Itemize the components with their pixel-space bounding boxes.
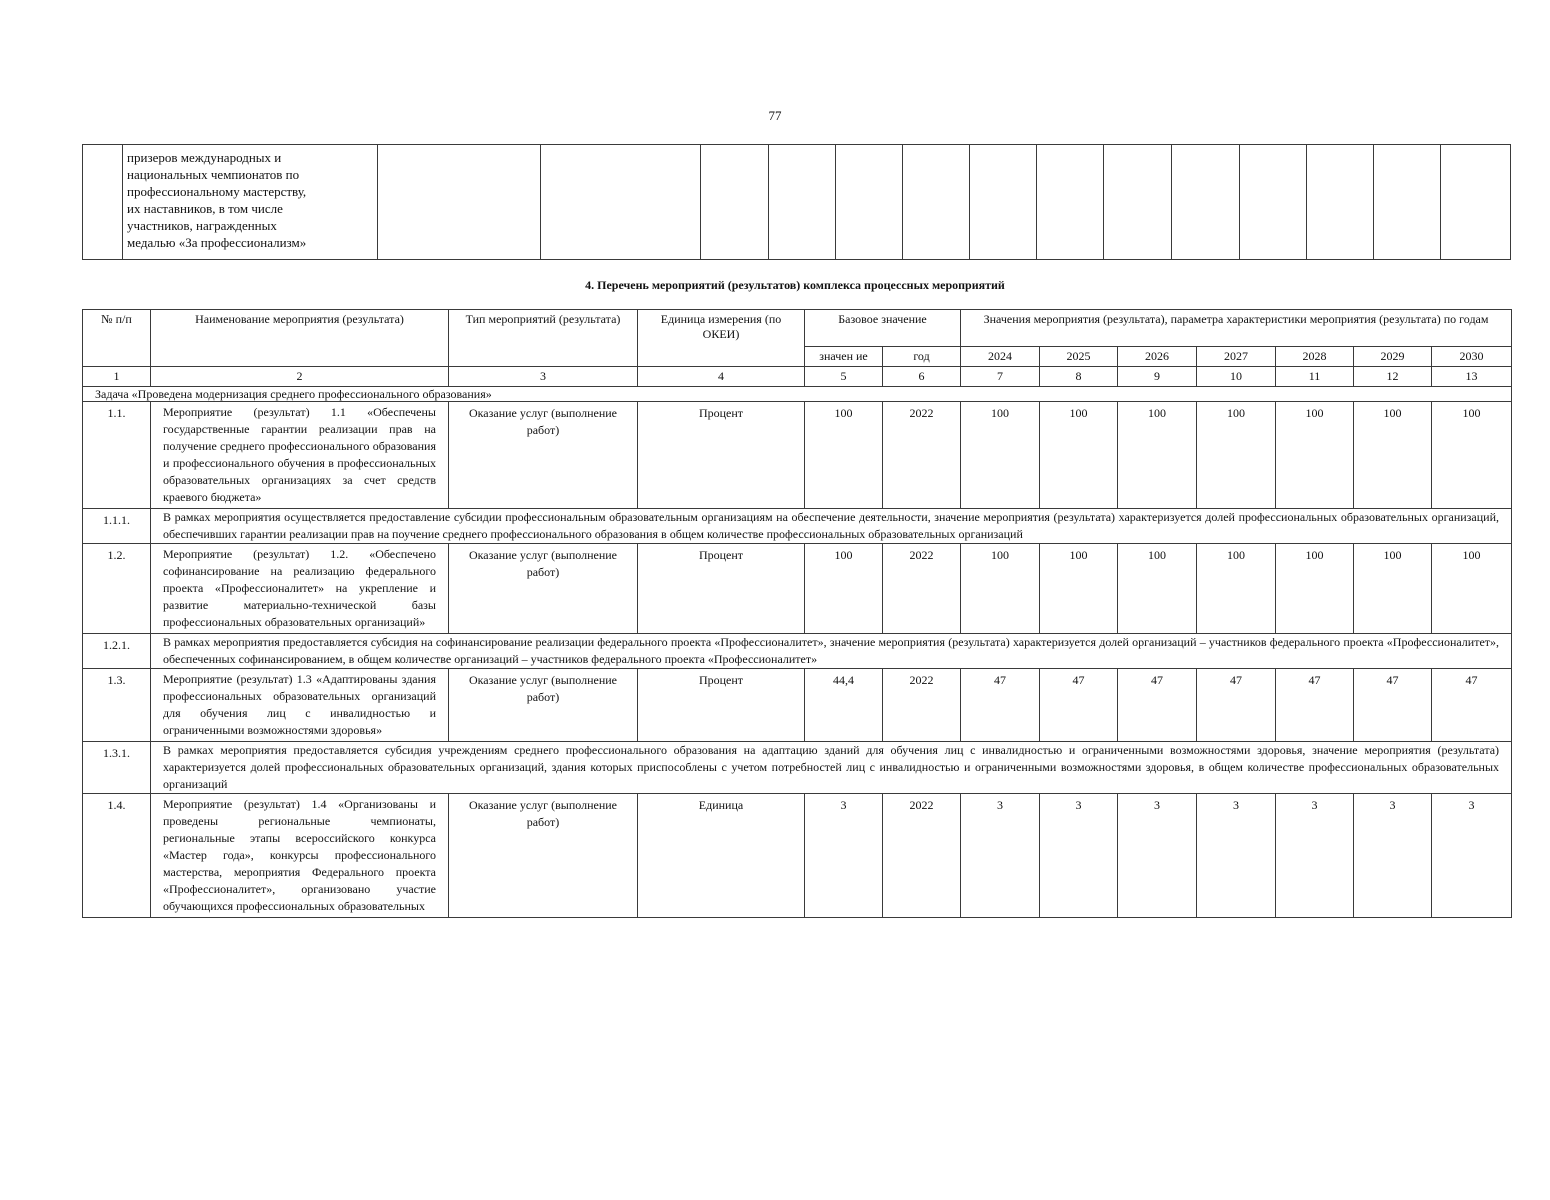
table-row (83, 544, 1512, 634)
measure-type: Оказание услуг (выполнение работ) (449, 544, 638, 634)
continuation-line: призеров международных и (127, 150, 282, 165)
row-number: 1.1.1. (83, 509, 151, 544)
year-value: 100 (1276, 402, 1354, 509)
header-values: Значения мероприятия (результата), параметра характеристики мероприятия (результата) по годам (961, 310, 1512, 347)
column-number: 11 (1276, 367, 1354, 387)
header-type: Тип мероприятий (результата) (449, 310, 638, 367)
continuation-line: медалью «За профессионализм» (127, 235, 307, 250)
year-value: 47 (1040, 669, 1118, 742)
base-value: 44,4 (805, 669, 883, 742)
cont-cell (83, 145, 123, 260)
cont-cell (378, 145, 540, 260)
row-number: 1.2. (83, 544, 151, 634)
cont-name-cell (123, 145, 378, 260)
year-value: 100 (961, 544, 1040, 634)
table-row (83, 669, 1512, 742)
year-value: 100 (1354, 402, 1432, 509)
measure-unit: Процент (638, 669, 805, 742)
header-base-year: год (883, 347, 961, 367)
year-value: 100 (961, 402, 1040, 509)
year-value: 3 (1197, 794, 1276, 918)
continuation-line: профессиональному мастерству, (127, 184, 307, 199)
year-value: 47 (1354, 669, 1432, 742)
measure-unit: Процент (638, 544, 805, 634)
header-num: № п/п (83, 310, 151, 367)
cont-cell (768, 145, 835, 260)
measure-name: Мероприятие (результат) 1.4 «Организованы и проведены региональные чемпионаты, региональные этапы всероссийского конкурса «Мастер года», конкурсы профессионального мастерства, мероприятия Федерального проекта «Профессионалитет», организовано участие обучающихся профессиональных образовательных (151, 794, 449, 918)
base-year: 2022 (883, 544, 961, 634)
cont-cell (970, 145, 1037, 260)
year-value: 100 (1197, 402, 1276, 509)
year-value: 100 (1040, 544, 1118, 634)
column-number: 6 (883, 367, 961, 387)
row-number: 1.2.1. (83, 634, 151, 669)
measure-unit: Единица (638, 794, 805, 918)
row-number: 1.3.1. (83, 742, 151, 794)
measure-name: Мероприятие (результат) 1.2. «Обеспечено софинансирование на реализацию федерального проекта «Профессионалитет» на укрепление и развитие материально-технической базы профессиональных образовательных организаций» (151, 544, 449, 634)
year-value: 100 (1197, 544, 1276, 634)
cont-cell (1104, 145, 1172, 260)
column-number: 1 (83, 367, 151, 387)
base-value: 100 (805, 402, 883, 509)
cont-cell (1373, 145, 1440, 260)
continuation-line: их наставников, в том числе (127, 201, 283, 216)
header-year: 2025 (1040, 347, 1118, 367)
header-base-value: значен ие (805, 347, 883, 367)
cont-cell (903, 145, 970, 260)
description-row (83, 742, 1512, 794)
year-value: 3 (1118, 794, 1197, 918)
measure-type: Оказание услуг (выполнение работ) (449, 669, 638, 742)
description-row (83, 634, 1512, 669)
continuation-line: участников, награжденных (127, 218, 277, 233)
header-year: 2029 (1354, 347, 1432, 367)
cont-cell (700, 145, 768, 260)
task-row (83, 387, 1512, 402)
column-number: 8 (1040, 367, 1118, 387)
cont-cell (1239, 145, 1306, 260)
measures-table (82, 309, 1512, 918)
year-value: 100 (1040, 402, 1118, 509)
measure-type: Оказание услуг (выполнение работ) (449, 402, 638, 509)
header-year: 2030 (1432, 347, 1512, 367)
year-value: 100 (1118, 402, 1197, 509)
page-number: 77 (768, 108, 782, 123)
column-number: 5 (805, 367, 883, 387)
column-number: 12 (1354, 367, 1432, 387)
year-value: 100 (1354, 544, 1432, 634)
cont-cell (540, 145, 700, 260)
header-name: Наименование мероприятия (результата) (151, 310, 449, 367)
year-value: 47 (1432, 669, 1512, 742)
year-value: 47 (961, 669, 1040, 742)
continuation-text (123, 145, 377, 251)
header-base: Базовое значение (805, 310, 961, 347)
year-value: 3 (1432, 794, 1512, 918)
row-number: 1.1. (83, 402, 151, 509)
continuation-line: национальных чемпионатов по (127, 167, 300, 182)
year-value: 3 (1354, 794, 1432, 918)
year-value: 3 (961, 794, 1040, 918)
measure-name: Мероприятие (результат) 1.1 «Обеспечены государственные гарантии реализации прав на получение среднего профессионального образования и профессионального обучения в профессиональных образовательных организациях за счет средств краевого бюджета» (151, 402, 449, 509)
column-number: 9 (1118, 367, 1197, 387)
base-year: 2022 (883, 669, 961, 742)
cont-cell (1306, 145, 1373, 260)
base-value: 3 (805, 794, 883, 918)
measure-unit: Процент (638, 402, 805, 509)
header-year: 2026 (1118, 347, 1197, 367)
cont-cell (1440, 145, 1510, 260)
cont-cell (1172, 145, 1239, 260)
measure-type: Оказание услуг (выполнение работ) (449, 794, 638, 918)
column-number: 13 (1432, 367, 1512, 387)
cont-cell (1037, 145, 1104, 260)
column-number: 3 (449, 367, 638, 387)
column-number: 7 (961, 367, 1040, 387)
cont-cell (836, 145, 903, 260)
header-year: 2024 (961, 347, 1040, 367)
header-year: 2028 (1276, 347, 1354, 367)
base-year: 2022 (883, 794, 961, 918)
section-title: 4. Перечень мероприятий (результатов) комплекса процессных мероприятий (585, 278, 1005, 292)
year-value: 47 (1197, 669, 1276, 742)
column-number: 4 (638, 367, 805, 387)
measure-name: Мероприятие (результат) 1.3 «Адаптированы здания профессиональных образовательных организаций для обучения лиц с инвалидностью и ограниченными возможностями здоровья» (151, 669, 449, 742)
year-value: 100 (1432, 402, 1512, 509)
year-value: 3 (1276, 794, 1354, 918)
year-value: 47 (1276, 669, 1354, 742)
year-value: 100 (1432, 544, 1512, 634)
base-value: 100 (805, 544, 883, 634)
row-number: 1.3. (83, 669, 151, 742)
year-value: 100 (1118, 544, 1197, 634)
description-row (83, 509, 1512, 544)
year-value: 100 (1276, 544, 1354, 634)
measure-description: В рамках мероприятия предоставляется субсидия учреждениям среднего профессионального образования на адаптацию зданий для обучения лиц с инвалидностью и ограниченными возможностями здоровья, значение мероприятия (результата) характеризуется долей профессиональных образовательных организаций, здания которых приспособлены с учетом потребностей лиц с инвалидностью и ограниченными возможностями здоровья, в общем количестве профессиональных образовательных организаций (151, 742, 1512, 794)
year-value: 3 (1040, 794, 1118, 918)
table-row (83, 402, 1512, 509)
year-value: 47 (1118, 669, 1197, 742)
header-year: 2027 (1197, 347, 1276, 367)
row-number: 1.4. (83, 794, 151, 918)
base-year: 2022 (883, 402, 961, 509)
measure-description: В рамках мероприятия предоставляется субсидия на софинансирование реализации федерального проекта «Профессионалитет», значение мероприятия (результата) характеризуется долей организаций – участников федерального проекта «Профессионалитет», обеспеченных софинансированием, в общем количестве организаций – участников федерального проекта «Профессионалитет» (151, 634, 1512, 669)
continuation-table (82, 144, 1511, 260)
table-row (83, 794, 1512, 918)
measure-description: В рамках мероприятия осуществляется предоставление субсидии профессиональным образовательным организациям на обеспечение деятельности, значение мероприятия (результата) характеризуется долей профессиональных образовательных организаций, обеспечивших гарантии реализации прав на поучение среднего профессионального образования в общем количестве профессиональных образовательных организаций (151, 509, 1512, 544)
header-unit: Единица измерения (по ОКЕИ) (638, 310, 805, 367)
task-title: Задача «Проведена модернизация среднего профессионального образования» (83, 387, 1512, 402)
column-number: 10 (1197, 367, 1276, 387)
column-number: 2 (151, 367, 449, 387)
